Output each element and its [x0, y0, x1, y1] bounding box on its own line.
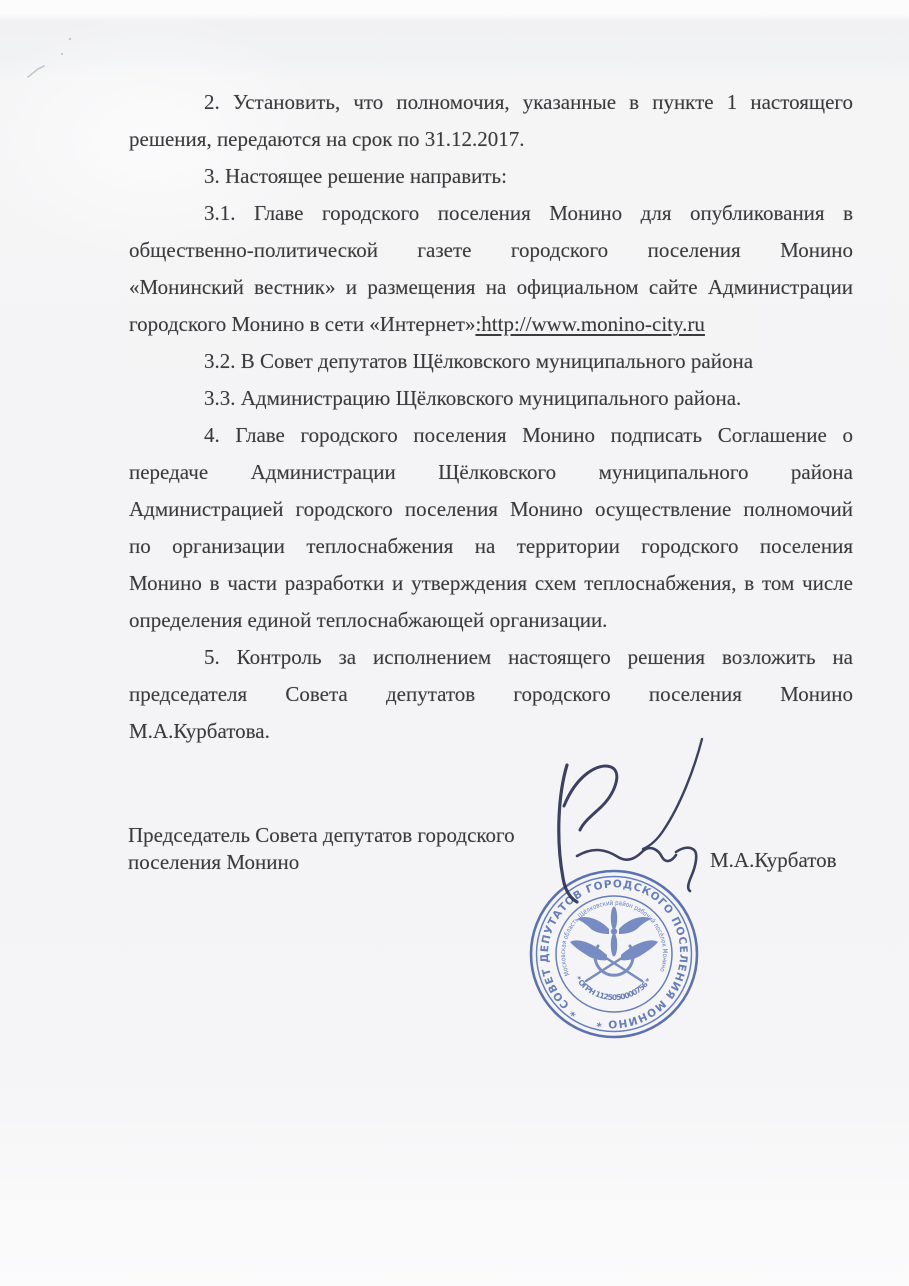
signatory-name: М.А.Курбатов — [710, 848, 837, 872]
text-segment: общественно-политической газете городского поселения Монино — [129, 238, 853, 262]
text-line — [129, 195, 853, 232]
hyperlink-url[interactable]: :http://www.monino-city.ru — [475, 312, 705, 336]
text-segment: 3.2. В Совет депутатов Щёлковского муниципального района — [204, 349, 754, 373]
text-line — [129, 528, 853, 565]
text-line — [129, 417, 853, 454]
text-segment: Монино в части разработки и утверждения схем теплоснабжения, в том числе — [129, 571, 853, 595]
stamp-inner-ring-text: Московская область Щёлковский район рабочий посёлок Монино — [558, 898, 670, 978]
document-body — [129, 84, 853, 750]
stamp-ogrn-text: * ОГРН 1125050000756 * — [573, 974, 654, 1003]
text-segment: 3.3. Администрацию Щёлковского муниципального района. — [204, 386, 742, 410]
text-line — [129, 602, 853, 639]
pencil-mark — [28, 38, 71, 77]
text-segment: определения единой теплоснабжающей организации. — [129, 608, 608, 632]
text-segment: «Монинский вестник» и размещения на официальном сайте Администрации — [129, 275, 853, 299]
text-segment: 5. Контроль за исполнением настоящего решения возложить на — [204, 645, 853, 669]
text-line — [129, 84, 853, 121]
signatory-title-line2: поселения Монино — [128, 850, 300, 874]
text-segment: 4. Главе городского поселения Монино подписать Соглашение о — [204, 423, 853, 447]
text-segment: 2. Установить, что полномочия, указанные в пункте 1 настоящего — [204, 90, 853, 114]
text-line — [129, 343, 853, 380]
stamp-aviation-emblem — [570, 907, 658, 982]
text-line — [129, 676, 853, 713]
text-segment: передаче Администрации Щёлковского муниципального района — [129, 460, 853, 484]
text-segment: председателя Совета депутатов городского поселения Монино — [129, 682, 853, 706]
text-line — [129, 306, 853, 343]
text-line — [129, 454, 853, 491]
text-segment: 3. Настоящее решение направить: — [204, 164, 507, 188]
text-line — [129, 639, 853, 676]
text-line — [129, 232, 853, 269]
text-segment: по организации теплоснабжения на территории городского поселения — [129, 534, 853, 558]
text-line — [129, 121, 853, 158]
text-segment: решения, передаются на срок по 31.12.2017. — [129, 127, 525, 151]
official-round-stamp — [528, 868, 700, 1040]
signatory-title-line1: Председатель Совета депутатов городского — [128, 823, 515, 847]
text-segment: городского Монино в сети «Интернет» — [129, 312, 476, 336]
text-segment: М.А.Курбатова. — [129, 719, 270, 743]
text-line — [129, 491, 853, 528]
text-segment: Администрацией городского поселения Монино осуществление полномочий — [129, 497, 853, 521]
text-segment: 3.1. Главе городского поселения Монино для опубликования в — [204, 201, 853, 225]
text-line — [129, 565, 853, 602]
stamp-outer-ring-text: * СОВЕТ ДЕПУТАТОВ ГОРОДСКОГО ПОСЕЛЕНИЯ МОНИНО * — [538, 878, 690, 1030]
text-line — [129, 380, 853, 417]
signatory-title — [128, 822, 588, 876]
text-line — [129, 269, 853, 306]
text-line — [129, 713, 853, 750]
text-line — [129, 158, 853, 195]
